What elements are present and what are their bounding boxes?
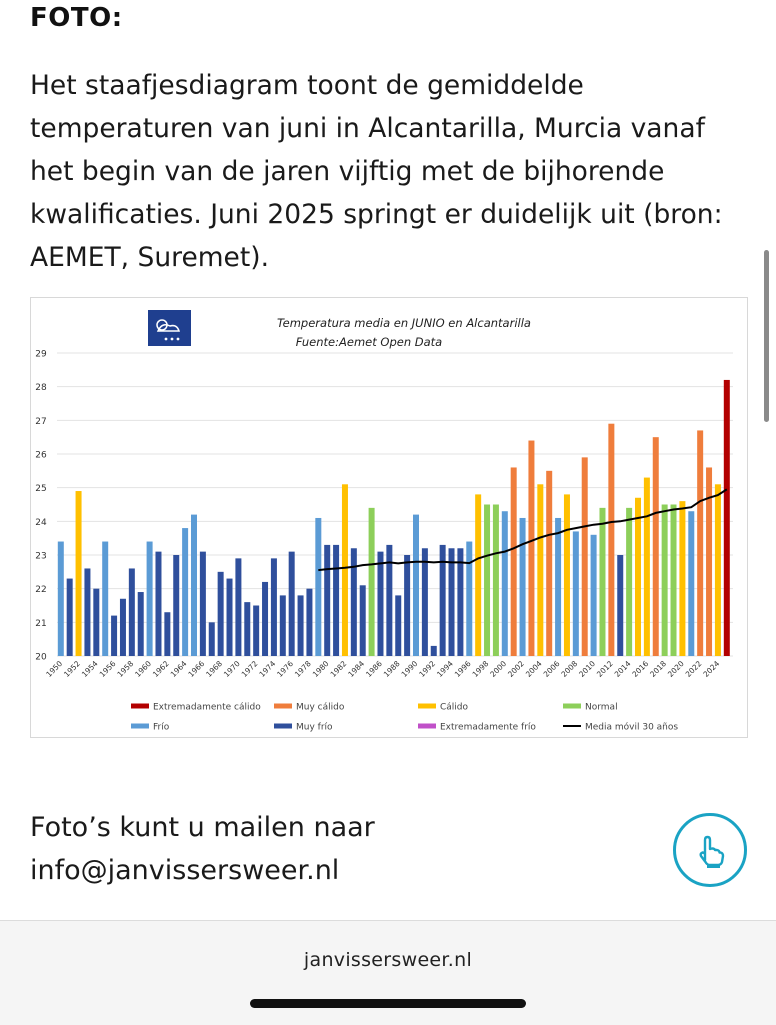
bar xyxy=(129,568,135,656)
bars xyxy=(58,380,730,656)
x-tick-label: 2000 xyxy=(488,659,509,679)
y-tick-label: 25 xyxy=(35,484,47,495)
bar xyxy=(449,548,455,656)
bar xyxy=(599,508,605,656)
y-tick-label: 28 xyxy=(35,383,47,394)
bar xyxy=(671,505,677,657)
x-tick-label: 1976 xyxy=(275,659,296,679)
mail-line: Foto’s kunt u mailen naar xyxy=(30,812,375,843)
x-tick-label: 1962 xyxy=(150,659,171,679)
y-tick-label: 26 xyxy=(35,450,47,461)
mail-address[interactable]: info@janvissersweer.nl xyxy=(30,855,340,886)
y-tick-label: 29 xyxy=(35,349,47,360)
bar xyxy=(662,505,668,657)
bar xyxy=(280,595,286,656)
bar xyxy=(697,430,703,656)
legend-swatch xyxy=(274,724,292,729)
y-tick-label: 20 xyxy=(35,652,47,663)
x-tick-label: 2024 xyxy=(701,659,722,679)
bar xyxy=(164,612,170,656)
bar xyxy=(635,498,641,656)
legend xyxy=(131,703,678,733)
photo-caption: Het staafjesdiagram toont de gemiddelde temperaturen van juni in Alcantarilla, Murcia vanaf het begin van de jaren vijftig met de bijhorende kwalificaties. Juni 2025 springt er duidelijk uit (bron: AEMET, Suremet). xyxy=(30,70,723,273)
x-tick-label: 1972 xyxy=(239,659,260,679)
legend-swatch xyxy=(131,724,149,729)
bar xyxy=(395,595,401,656)
bar xyxy=(466,542,472,656)
logo-drop-shape xyxy=(165,338,168,341)
x-tick-label: 1992 xyxy=(417,659,438,679)
x-tick-label: 1982 xyxy=(328,659,349,679)
bar xyxy=(76,491,82,656)
bar xyxy=(564,494,570,656)
bar xyxy=(111,616,117,656)
bar xyxy=(209,622,215,656)
x-tick-label: 1978 xyxy=(292,659,313,679)
bar xyxy=(484,505,490,657)
x-tick-label: 1984 xyxy=(346,659,367,679)
hand-pointer-icon xyxy=(690,830,730,870)
bar xyxy=(502,511,508,656)
bar xyxy=(218,572,224,656)
bar xyxy=(475,494,481,656)
x-tick-label: 1950 xyxy=(44,659,65,679)
chart-logo xyxy=(148,310,191,346)
legend-swatch xyxy=(274,704,292,709)
bar xyxy=(155,552,161,656)
bar xyxy=(173,555,179,656)
bar xyxy=(351,548,357,656)
bar xyxy=(493,505,499,657)
bar xyxy=(102,542,108,656)
bar xyxy=(413,515,419,656)
legend-swatch xyxy=(418,724,436,729)
bar xyxy=(369,508,375,656)
bar xyxy=(511,467,517,656)
browser-footer xyxy=(0,920,776,1025)
y-tick-label: 22 xyxy=(35,585,47,596)
bar xyxy=(324,545,330,656)
legend-label: Frío xyxy=(153,722,170,733)
bar xyxy=(608,424,614,656)
x-tick-label: 1994 xyxy=(435,659,455,679)
x-tick-label: 1958 xyxy=(115,659,136,679)
x-tick-label: 1974 xyxy=(257,659,278,679)
bar xyxy=(271,558,277,656)
bar xyxy=(200,552,206,656)
x-tick-label: 2012 xyxy=(594,659,615,679)
bar xyxy=(537,484,543,656)
weather-logo-icon xyxy=(148,310,191,346)
bar xyxy=(431,646,437,656)
x-tick-label: 2018 xyxy=(648,659,669,679)
y-tick-label: 24 xyxy=(35,517,47,528)
x-tick-label: 1956 xyxy=(97,659,118,679)
share-button[interactable] xyxy=(673,813,747,887)
bar xyxy=(546,471,552,656)
y-axis-ticks xyxy=(35,350,47,663)
bar xyxy=(182,528,188,656)
x-tick-label: 1998 xyxy=(470,659,491,679)
bar xyxy=(528,441,534,656)
heading: FOTO: xyxy=(30,3,123,33)
bar xyxy=(377,552,383,656)
logo-drop-shape xyxy=(177,338,180,341)
chart-title: Temperatura media en JUNIO en Alcantarilla xyxy=(277,316,531,330)
bar xyxy=(262,582,268,656)
bar xyxy=(235,558,241,656)
legend-swatch xyxy=(131,704,149,709)
bar xyxy=(679,501,685,656)
bar xyxy=(457,548,463,656)
bar xyxy=(253,606,259,657)
legend-swatch xyxy=(563,704,581,709)
bar xyxy=(227,579,233,656)
chart-subtitle: Fuente:Aemet Open Data xyxy=(295,335,443,349)
bar xyxy=(289,552,295,656)
bar xyxy=(706,467,712,656)
bar xyxy=(715,484,721,656)
scrollbar[interactable] xyxy=(764,250,769,422)
bar xyxy=(360,585,366,656)
x-tick-label: 1966 xyxy=(186,659,207,679)
bar xyxy=(644,478,650,656)
legend-label: Media móvil 30 años xyxy=(585,722,679,733)
bar xyxy=(298,595,304,656)
y-tick-label: 27 xyxy=(35,416,47,427)
x-tick-label: 1952 xyxy=(62,659,82,679)
bar xyxy=(58,542,64,656)
x-tick-label: 1990 xyxy=(399,659,420,679)
x-tick-label: 1960 xyxy=(133,659,154,679)
x-tick-label: 2002 xyxy=(506,659,526,679)
bar xyxy=(617,555,623,656)
bar xyxy=(555,518,561,656)
y-tick-label: 23 xyxy=(35,551,47,562)
x-tick-label: 1968 xyxy=(204,659,225,679)
x-tick-label: 2022 xyxy=(683,659,704,679)
bar xyxy=(244,602,250,656)
bar xyxy=(191,515,197,656)
x-tick-label: 2008 xyxy=(559,659,580,679)
x-tick-label: 1986 xyxy=(364,659,384,679)
bar xyxy=(120,599,126,656)
home-indicator[interactable] xyxy=(250,999,526,1008)
x-tick-label: 2004 xyxy=(523,659,544,679)
bar xyxy=(147,542,153,656)
chart-image xyxy=(30,297,748,738)
x-tick-label: 2014 xyxy=(612,659,633,679)
x-tick-label: 1954 xyxy=(79,659,100,679)
x-tick-label: 1980 xyxy=(310,659,331,679)
bar xyxy=(404,555,410,656)
bar xyxy=(653,437,659,656)
legend-label: Extremadamente frío xyxy=(440,722,536,733)
legend-label: Extremadamente cálido xyxy=(153,702,261,713)
legend-label: Muy cálido xyxy=(296,702,345,713)
bar xyxy=(315,518,321,656)
x-tick-label: 1970 xyxy=(221,659,242,679)
x-tick-label: 1996 xyxy=(452,659,473,679)
y-tick-label: 21 xyxy=(35,618,47,629)
url-domain[interactable]: janvissersweer.nl xyxy=(303,949,473,971)
bar xyxy=(138,592,144,656)
bar xyxy=(342,484,348,656)
bar xyxy=(306,589,312,656)
bar xyxy=(688,511,694,656)
legend-label: Cálido xyxy=(440,702,469,713)
bar xyxy=(626,508,632,656)
bar xyxy=(520,518,526,656)
x-axis-ticks xyxy=(44,659,721,679)
bar xyxy=(333,545,339,656)
bar xyxy=(573,531,579,656)
x-tick-label: 2006 xyxy=(541,659,562,679)
logo-drop-shape xyxy=(171,338,174,341)
x-tick-label: 2010 xyxy=(577,659,598,679)
legend-swatch xyxy=(418,704,436,709)
bar xyxy=(67,579,73,656)
bar xyxy=(84,568,90,656)
bar xyxy=(422,548,428,656)
legend-label: Muy frío xyxy=(296,722,333,733)
x-tick-label: 2016 xyxy=(630,659,651,679)
bar xyxy=(591,535,597,656)
bar xyxy=(582,457,588,656)
x-tick-label: 1988 xyxy=(381,659,402,679)
mail-instructions xyxy=(30,806,375,892)
bar xyxy=(724,380,730,656)
bar xyxy=(93,589,99,656)
x-tick-label: 2020 xyxy=(665,659,686,679)
bar-chart xyxy=(31,298,747,737)
legend-label: Normal xyxy=(585,702,618,713)
x-tick-label: 1964 xyxy=(168,659,189,679)
